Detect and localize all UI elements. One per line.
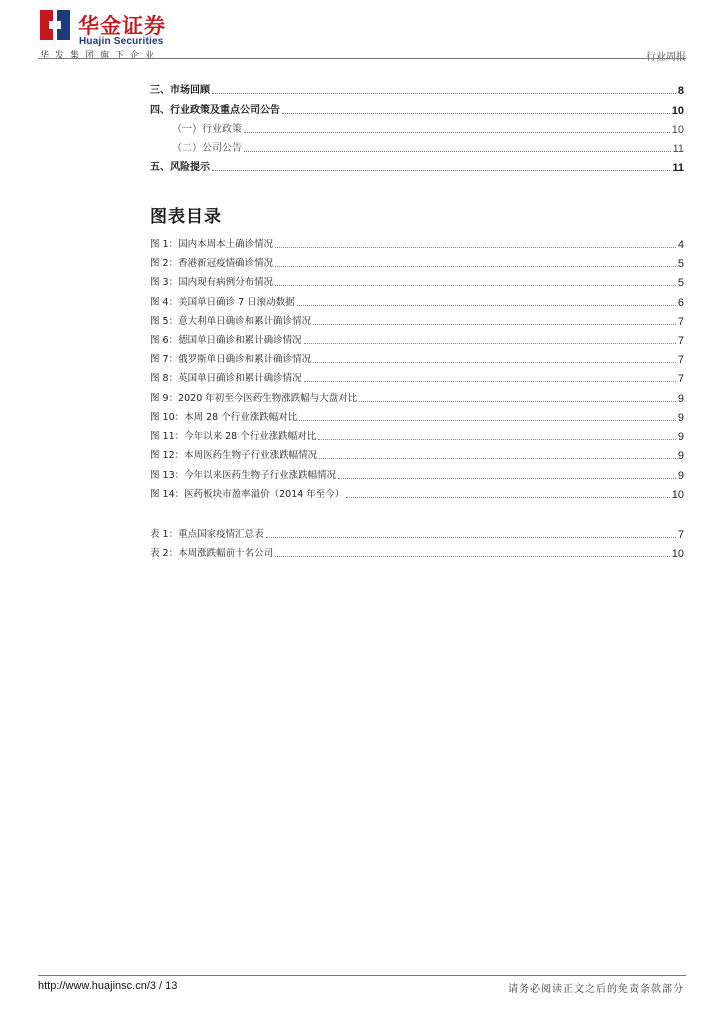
figure-dot-leader [275,284,676,286]
figure-entry[interactable] [150,350,684,366]
figure-dot-leader [313,323,676,325]
figure-entry-label: 图 14：医药板块市盈率溢价（2014 年至今） [150,489,345,500]
figure-entry[interactable] [150,485,684,501]
table-dot-leader [275,555,670,557]
figure-entry[interactable] [150,446,684,462]
figure-entry-label: 图 5：意大利单日确诊和累计确诊情况 [150,316,312,327]
toc-subentry[interactable] [172,120,684,136]
figure-dot-leader [299,419,676,421]
figure-entry-page: 9 [677,393,684,405]
figure-entry-page: 4 [677,239,684,251]
figure-dot-leader [338,477,676,479]
figure-entry-page: 5 [677,258,684,270]
figure-dot-leader [304,380,676,382]
brand-name-cn: 华金证券 [78,14,166,38]
footer-url-page[interactable]: http://www.huajinsc.cn/3 / 13 [38,980,178,992]
toc-entry[interactable] [150,101,684,117]
figure-entry-page: 9 [677,470,684,482]
figure-entry-page: 7 [677,335,684,347]
figure-entry[interactable] [150,408,684,424]
figure-entry-label: 图 4：美国单日确诊 7 日滚动数据 [150,297,295,308]
figure-entry-label: 图 11：今年以来 28 个行业涨跌幅对比 [150,431,317,442]
figure-entry-label: 图 3：国内现有病例分布情况 [150,277,274,288]
brand-slogan: 华发集团旗下企业 [40,51,161,61]
figure-entry-page: 7 [677,373,684,385]
toc-dot-leader [244,131,670,133]
figure-entry-label: 图 10：本周 28 个行业涨跌幅对比 [150,412,298,423]
figure-entry[interactable] [150,312,684,328]
figure-entry-label: 图 9：2020 年初至今医药生物涨跌幅与大盘对比 [150,393,358,404]
figure-dot-leader [346,496,669,498]
toc-entry-page: 10 [671,105,684,117]
toc-dot-leader [212,92,676,94]
figure-dot-leader [313,361,676,363]
toc-entry[interactable] [150,158,684,174]
figure-dot-leader [297,304,676,306]
table-entry-page: 7 [677,529,684,541]
figure-dot-leader [275,265,676,267]
figure-entry[interactable] [150,273,684,289]
figure-dot-leader [304,342,676,344]
document-type: 行业周报 [646,52,686,63]
figure-entry-label: 图 13：今年以来医药生物子行业涨跌幅情况 [150,470,337,481]
figure-entry[interactable] [150,369,684,385]
footer-disclaimer: 请务必阅读正文之后的免责条款部分 [508,984,684,995]
table-dot-leader [266,536,676,538]
figure-entry-page: 9 [677,450,684,462]
figure-entry[interactable] [150,389,684,405]
table-entry[interactable] [150,544,684,560]
figure-dot-leader [319,457,676,459]
toc-dot-leader [282,112,670,114]
figure-entry-page: 5 [677,277,684,289]
figure-entry[interactable] [150,235,684,251]
page-header [38,8,686,64]
figure-entry-page: 10 [671,489,684,501]
figure-entry-label: 图 2：香港新冠疫情确诊情况 [150,258,274,269]
toc-entry-page: 8 [677,85,684,97]
toc-entry-page: 11 [672,143,684,155]
figure-entry[interactable] [150,466,684,482]
figure-dot-leader [359,400,676,402]
figure-entry[interactable] [150,293,684,309]
table-entry[interactable] [150,525,684,541]
toc-dot-leader [212,169,670,171]
figure-entry-label: 图 6：德国单日确诊和累计确诊情况 [150,335,302,346]
toc-entry-label: 五、风险提示 [150,162,210,173]
table-entry-label: 表 1：重点国家疫情汇总表 [150,529,264,540]
figure-dot-leader [318,438,676,440]
figure-list-title: 图表目录 [150,207,222,227]
figure-entry-page: 7 [677,354,684,366]
footer-divider [38,975,686,976]
figure-entry[interactable] [150,254,684,270]
huajin-logo-icon [40,10,70,40]
figure-entry-label: 图 12：本周医药生物子行业涨跌幅情况 [150,450,318,461]
toc-entry-label: 四、行业政策及重点公司公告 [150,105,280,116]
figure-entry-label: 图 7：俄罗斯单日确诊和累计确诊情况 [150,354,312,365]
toc-entry[interactable] [150,81,684,97]
figure-entry-page: 7 [677,316,684,328]
toc-entry-label: （一）行业政策 [172,124,242,135]
toc-entry-page: 11 [672,162,684,174]
toc-entry-label: 三、市场回顾 [150,85,210,96]
figure-entry-label: 图 1：国内本周本土确诊情况 [150,239,274,250]
figure-entry-page: 9 [677,412,684,424]
figure-entry[interactable] [150,427,684,443]
figure-entry[interactable] [150,331,684,347]
figure-entry-label: 图 8：英国单日确诊和累计确诊情况 [150,373,302,384]
header-divider [38,58,686,59]
figure-entry-page: 6 [677,297,684,309]
toc-dot-leader [244,150,671,152]
toc-entry-label: （二）公司公告 [172,143,242,154]
figure-dot-leader [275,246,676,248]
figure-entry-page: 9 [677,431,684,443]
table-entry-page: 10 [671,548,684,560]
toc-subentry[interactable] [172,139,684,155]
table-entry-label: 表 2：本周涨跌幅前十名公司 [150,548,274,559]
toc-entry-page: 10 [671,124,684,136]
brand-name-en: Huajin Securities [79,36,164,47]
